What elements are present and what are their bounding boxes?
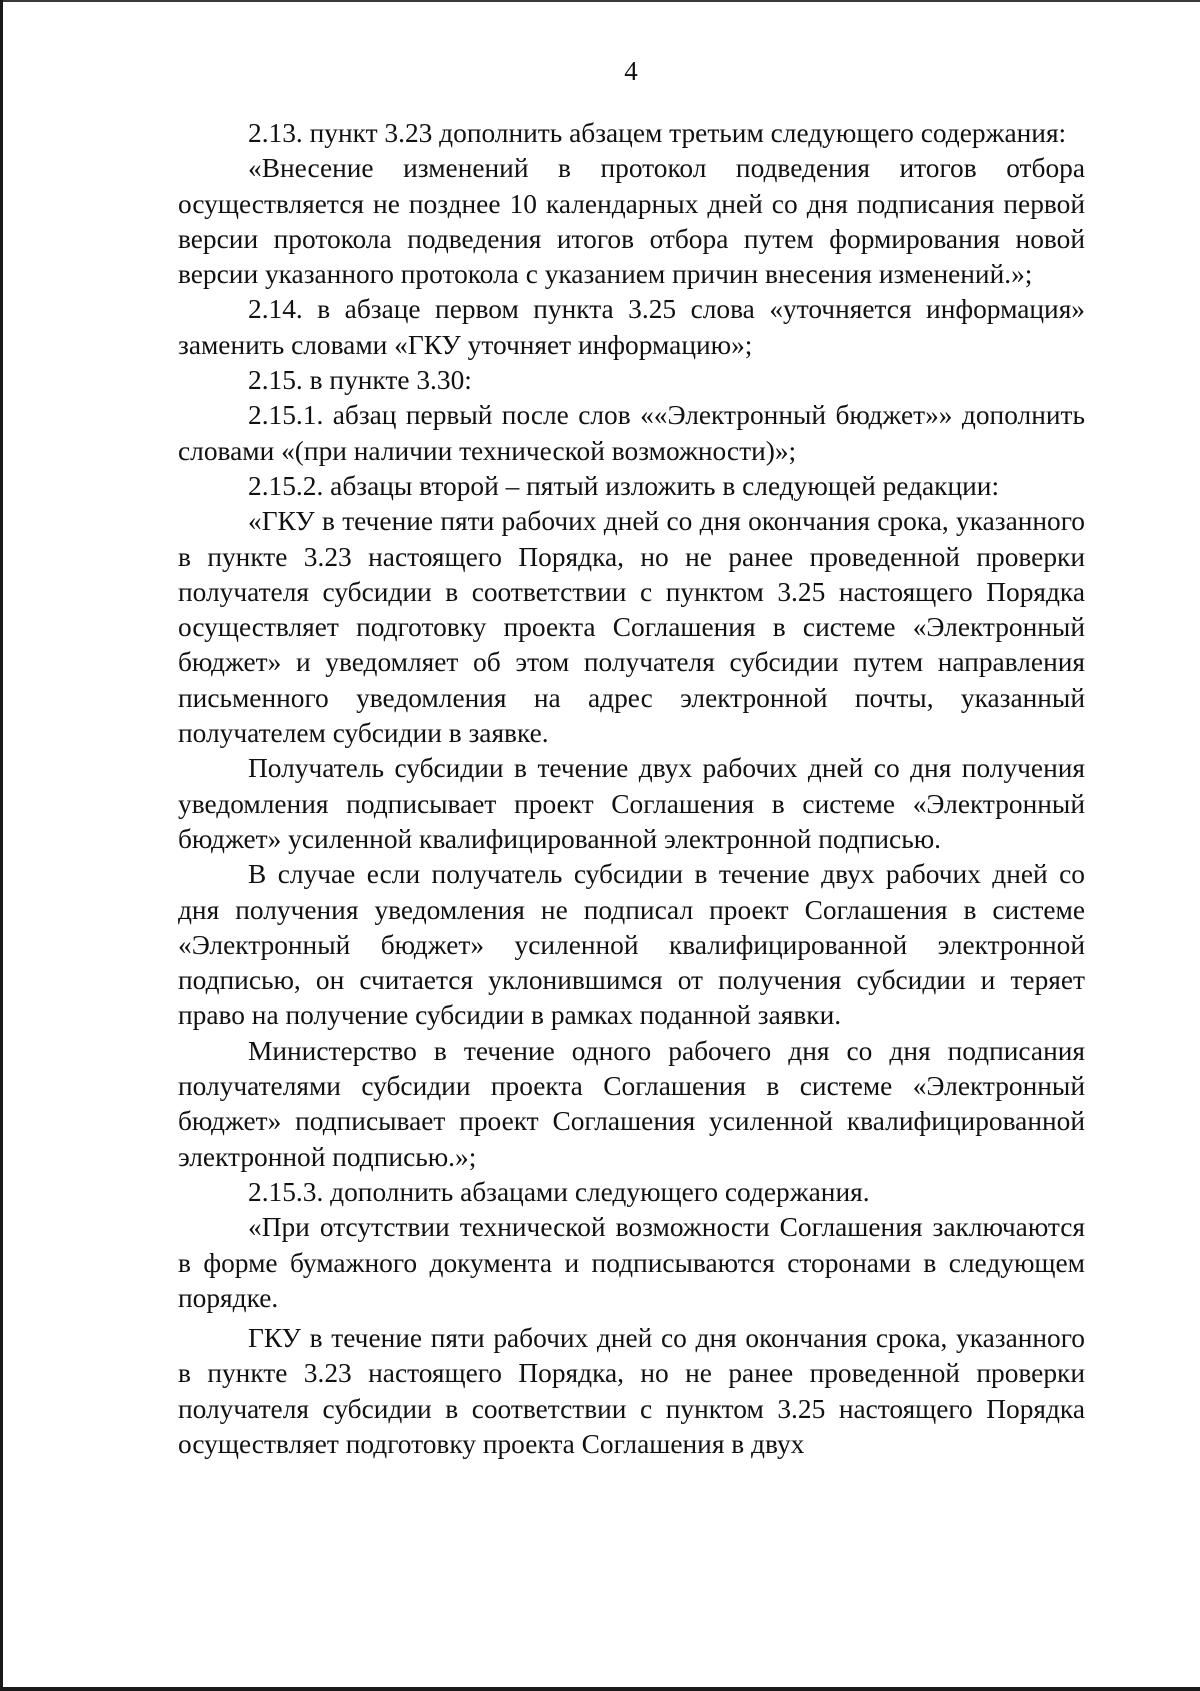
paragraph-2-15-2: 2.15.2. абзацы второй – пятый изложить в следующей редакции: <box>248 470 1000 501</box>
paragraph-gku-paper: ГКУ в течение пяти рабочих дней со дня окончания срока, указанного в пункте 3.23 настоящего Порядка, но не ранее проведенной проверки получателя субсидии в соответствии с пунктом 3.25 настоящего Порядка осуществляет подготовку проекта Соглашения в двух <box>178 1323 1085 1459</box>
paragraph-2-15-1: 2.15.1. абзац первый после слов ««Электронный бюджет»» дополнить словами «(при наличии технической возможности)»; <box>178 400 1085 466</box>
paragraph-2-14: 2.14. в абзаце первом пункта 3.25 слова «уточняется информация» заменить словами «ГКУ уточняет информацию»; <box>178 294 1085 360</box>
scan-edge-top <box>0 0 1200 2</box>
paragraph-2-15-3: 2.15.3. дополнить абзацами следующего содержания. <box>248 1176 870 1207</box>
paragraph-2-13-text: «Внесение изменений в протокол подведения итогов отбора осуществляется не позднее 10 календарных дней со дня подписания первой версии протокола подведения итогов отбора путем формирования новой версии указанного протокола с указанием причин внесения изменений.»; <box>178 153 1085 290</box>
document-body <box>178 116 1085 1462</box>
scan-edge-left <box>0 0 3 1691</box>
paragraph-2-15: 2.15. в пункте 3.30: <box>248 365 472 396</box>
page-number: 4 <box>624 56 638 86</box>
scan-edge-bottom <box>0 1687 1200 1691</box>
paragraph-2-13: 2.13. пункт 3.23 дополнить абзацем третьим следующего содержания: <box>248 118 1067 148</box>
paragraph-recipient-declines: В случае если получатель субсидии в течение двух рабочих дней со дня получения уведомления не подписал проект Соглашения в системе «Электронный бюджет» усиленной квалифицированной электронной подписью, он считается уклонившимся от получения субсидии и теряет право на получение субсидии в рамках поданной заявки. <box>178 859 1085 1031</box>
paragraph-paper-form: «При отсутствии технической возможности Соглашения заключаются в форме бумажного документа и подписываются сторонами в следующем порядке. <box>178 1212 1085 1313</box>
paragraph-gku-preparation: «ГКУ в течение пяти рабочих дней со дня окончания срока, указанного в пункте 3.23 настоящего Порядка, но не ранее проведенной проверки получателя субсидии в соответствии с пунктом 3.25 настоящего Порядка осуществляет подготовку проекта Соглашения в системе «Электронный бюджет» и уведомляет об этом получателя субсидии путем направления письменного уведомления на адрес электронной почты, указанный получателем субсидии в заявке. <box>178 506 1085 749</box>
paragraph-recipient-signs: Получатель субсидии в течение двух рабочих дней со дня получения уведомления подписывает проект Соглашения в системе «Электронный бюджет» усиленной квалифицированной электронной подписью. <box>178 753 1085 854</box>
paragraph-ministry-signs: Министерство в течение одного рабочего дня со дня подписания получателями субсидии проекта Соглашения в системе «Электронный бюджет» подписывает проект Соглашения усиленной квалифицированной электронной подписью.»; <box>178 1035 1085 1172</box>
